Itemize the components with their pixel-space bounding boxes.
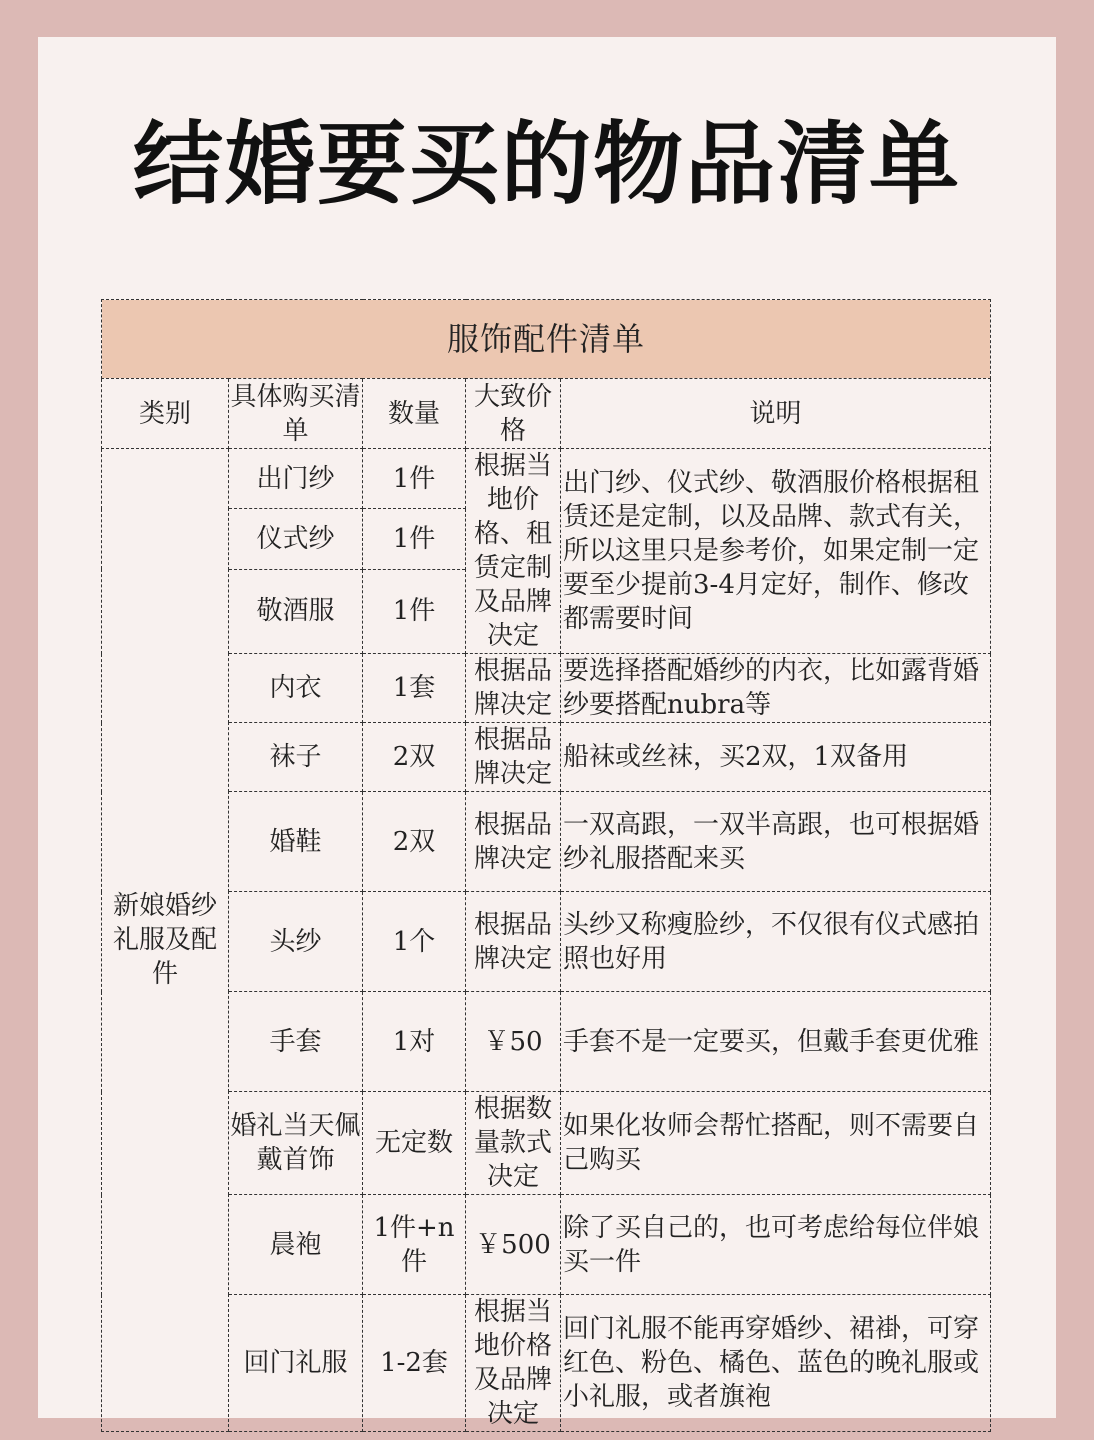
page-card — [38, 37, 1056, 1429]
price-cell: 根据当地价格、租赁定制及品牌决定 — [466, 449, 561, 654]
header-category: 类别 — [102, 379, 229, 449]
quantity-cell: 1套 — [363, 654, 466, 723]
item-cell: 袜子 — [229, 723, 363, 792]
header-note: 说明 — [561, 379, 991, 449]
quantity-cell: 1件 — [363, 569, 466, 653]
price-cell: 根据品牌决定 — [466, 654, 561, 723]
table-row — [102, 892, 991, 992]
quantity-cell: 2双 — [363, 792, 466, 892]
note-cell: 要选择搭配婚纱的内衣，比如露背婚纱要搭配nubra等 — [561, 654, 991, 723]
quantity-cell: 1对 — [363, 992, 466, 1092]
quantity-cell: 1-2套 — [363, 1295, 466, 1432]
quantity-cell: 1件+n件 — [363, 1195, 466, 1295]
item-cell: 晨袍 — [229, 1195, 363, 1295]
price-cell: ￥50 — [466, 992, 561, 1092]
item-cell: 敬酒服 — [229, 569, 363, 653]
header-quantity: 数量 — [363, 379, 466, 449]
header-price: 大致价格 — [466, 379, 561, 449]
note-cell: 除了买自己的，也可考虑给每位伴娘买一件 — [561, 1195, 991, 1295]
item-cell: 内衣 — [229, 654, 363, 723]
price-cell: 根据品牌决定 — [466, 723, 561, 792]
table-row — [102, 1092, 991, 1195]
note-cell: 一双高跟，一双半高跟，也可根据婚纱礼服搭配来买 — [561, 792, 991, 892]
table-row — [102, 992, 991, 1092]
table-row — [102, 1195, 991, 1295]
table-row — [102, 792, 991, 892]
quantity-cell: 1件 — [363, 449, 466, 509]
item-cell: 婚鞋 — [229, 792, 363, 892]
item-cell: 回门礼服 — [229, 1295, 363, 1432]
item-cell: 手套 — [229, 992, 363, 1092]
price-cell: 根据品牌决定 — [466, 892, 561, 992]
quantity-cell: 2双 — [363, 723, 466, 792]
item-cell: 婚礼当天佩戴首饰 — [229, 1092, 363, 1195]
note-cell: 回门礼服不能再穿婚纱、裙褂，可穿红色、粉色、橘色、蓝色的晚礼服或小礼服，或者旗袍 — [561, 1295, 991, 1432]
price-cell: 根据当地价格及品牌决定 — [466, 1295, 561, 1432]
note-cell: 手套不是一定要买，但戴手套更优雅 — [561, 992, 991, 1092]
note-cell: 出门纱、仪式纱、敬酒服价格根据租赁还是定制，以及品牌、款式有关，所以这里只是参考价，如果定制一定要至少提前3-4月定好，制作、修改都需要时间 — [561, 449, 991, 654]
item-cell: 仪式纱 — [229, 509, 363, 569]
note-cell: 船袜或丝袜，买2双，1双备用 — [561, 723, 991, 792]
table-row — [102, 723, 991, 792]
section-title: 服饰配件清单 — [102, 300, 991, 379]
note-cell: 如果化妆师会帮忙搭配，则不需要自己购买 — [561, 1092, 991, 1195]
quantity-cell: 1个 — [363, 892, 466, 992]
shopping-list-table — [101, 299, 991, 1432]
page-title: 结婚要买的物品清单 — [133, 112, 961, 217]
header-item: 具体购买清单 — [229, 379, 363, 449]
header-row — [102, 379, 991, 449]
category-cell: 新娘婚纱礼服及配件 — [102, 449, 229, 1432]
quantity-cell: 无定数 — [363, 1092, 466, 1195]
price-cell: 根据品牌决定 — [466, 792, 561, 892]
note-cell: 头纱又称瘦脸纱，不仅很有仪式感拍照也好用 — [561, 892, 991, 992]
quantity-cell: 1件 — [363, 509, 466, 569]
item-cell: 头纱 — [229, 892, 363, 992]
table-row — [102, 1295, 991, 1432]
table-row — [102, 449, 991, 509]
price-cell: ￥500 — [466, 1195, 561, 1295]
price-cell: 根据数量款式决定 — [466, 1092, 561, 1195]
item-cell: 出门纱 — [229, 449, 363, 509]
table-row — [102, 654, 991, 723]
